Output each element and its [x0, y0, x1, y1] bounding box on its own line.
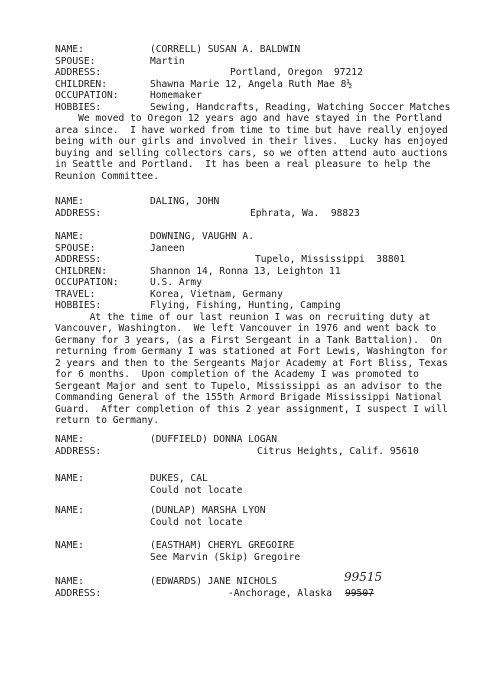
story-line: returning from Germany I was stationed at Fort Lewis, Washington for [55, 346, 448, 357]
name-label: NAME: [55, 231, 84, 242]
name-label: NAME: [55, 505, 84, 516]
name-value: DUKES, CAL [150, 473, 208, 484]
story-line: in Seattle and Portland. It has been a real pleasure to help the [55, 159, 431, 170]
entry-edwards [55, 576, 475, 599]
name-value: (CORRELL) SUSAN A. BALDWIN [150, 44, 301, 55]
name-value: (EDWARDS) JANE NICHOLS [150, 576, 278, 587]
spouse-label: SPOUSE: [55, 242, 96, 254]
story-line: Germany for 3 years, (as a First Sergeant in a Tank Battalion). On [55, 334, 442, 346]
children-label: CHILDREN: [55, 78, 107, 90]
address-value: -Anchorage, Alaska [228, 587, 332, 599]
entry-eastham [55, 540, 475, 563]
travel-label: TRAVEL: [55, 288, 96, 300]
name-label: NAME: [55, 44, 84, 55]
story-line: At the time of our last reunion I was on recruiting duty at [55, 311, 431, 323]
hobbies-label: HOBBIES: [55, 300, 102, 311]
travel-value: Korea, Vietnam, Germany [150, 288, 283, 300]
occupation-label: OCCUPATION: [55, 90, 119, 101]
story-line: We moved to Oregon 12 years ago and have stayed in the Portland [55, 113, 442, 124]
name-label: NAME: [55, 196, 84, 207]
name-label: NAME: [55, 540, 84, 551]
story-line: being with our girls and involved in their lives. Lucky has enjoyed [55, 136, 448, 147]
handwritten-zip-code: 99515 [344, 570, 383, 584]
children-value: Shannon 14, Ronna 13, Leighton 11 [150, 265, 341, 277]
name-value: DOWNING, VAUGHN A. [150, 231, 254, 242]
story-line: Sergeant Major and sent to Tupelo, Mississippi as an advisor to the [55, 380, 442, 392]
spouse-value: Martin [150, 55, 185, 67]
children-value: Shawna Marie 12, Angela Ruth Mae 8½ [150, 78, 353, 90]
children-label: CHILDREN: [55, 265, 107, 277]
entry-downing [55, 231, 475, 427]
story-line: Vancouver, Washington. We left Vancouver in 1976 and went back to [55, 323, 437, 334]
status-note: Could not locate [150, 484, 243, 496]
address-label: ADDRESS: [55, 587, 102, 599]
story-line: return to Germany. [55, 415, 159, 426]
address-label: ADDRESS: [55, 445, 102, 457]
name-value: DALING, JOHN [150, 196, 220, 207]
hobbies-value: Flying, Fishing, Hunting, Camping [150, 300, 341, 311]
entry-duffield [55, 434, 475, 457]
name-value: (DUNLAP) MARSHA LYON [150, 505, 266, 516]
story-line: 2 years and then to the Sergeants Major Academy at Fort Bliss, Texas [55, 357, 448, 369]
spouse-value: Janeen [150, 242, 185, 254]
name-value: (DUFFIELD) DONNA LOGAN [150, 434, 278, 445]
occupation-label: OCCUPATION: [55, 277, 119, 288]
status-note: Could not locate [150, 516, 243, 528]
occupation-value: U.S. Army [150, 277, 202, 288]
address-value: Ephrata, Wa. 98823 [250, 207, 360, 219]
status-note: See Marvin (Skip) Gregoire [150, 551, 301, 563]
occupation-value: Homemaker [150, 90, 202, 101]
address-value: Portland, Oregon 97212 [230, 67, 363, 78]
story-line: for 6 months. Upon completion of the Academy I was promoted to [55, 369, 419, 380]
story-line: Guard. After completion of this 2 year assignment, I suspect I will [55, 403, 448, 415]
address-value: Citrus Heights, Calif. 95610 [257, 445, 419, 457]
address-label: ADDRESS: [55, 207, 102, 219]
story-line: Commanding General of the 155th Armord Brigade Mississippi National [55, 392, 442, 403]
name-value: (EASTHAM) CHERYL GREGOIRE [150, 540, 295, 551]
spouse-label: SPOUSE: [55, 55, 96, 67]
address-label: ADDRESS: [55, 254, 102, 265]
story-line: buying and selling collectors cars, so we often attend auto auctions [55, 147, 448, 159]
address-label: ADDRESS: [55, 67, 102, 78]
entry-dunlap [55, 505, 475, 528]
name-label: NAME: [55, 434, 84, 445]
story-line: area since. I have worked from time to time but have really enjoyed [55, 124, 448, 136]
story-paragraph [55, 113, 475, 182]
name-label: NAME: [55, 473, 84, 484]
hobbies-label: HOBBIES: [55, 101, 102, 113]
struck-zip-code: 99507 [345, 587, 374, 599]
story-line: Reunion Committee. [55, 170, 159, 182]
entry-baldwin [55, 44, 475, 182]
hobbies-value: Sewing, Handcrafts, Reading, Watching Soccer Matches [150, 101, 451, 113]
address-value: Tupelo, Mississippi 38801 [255, 254, 406, 265]
entry-daling [55, 196, 475, 219]
story-paragraph [55, 312, 475, 427]
name-label: NAME: [55, 576, 84, 587]
entry-dukes [55, 473, 475, 496]
